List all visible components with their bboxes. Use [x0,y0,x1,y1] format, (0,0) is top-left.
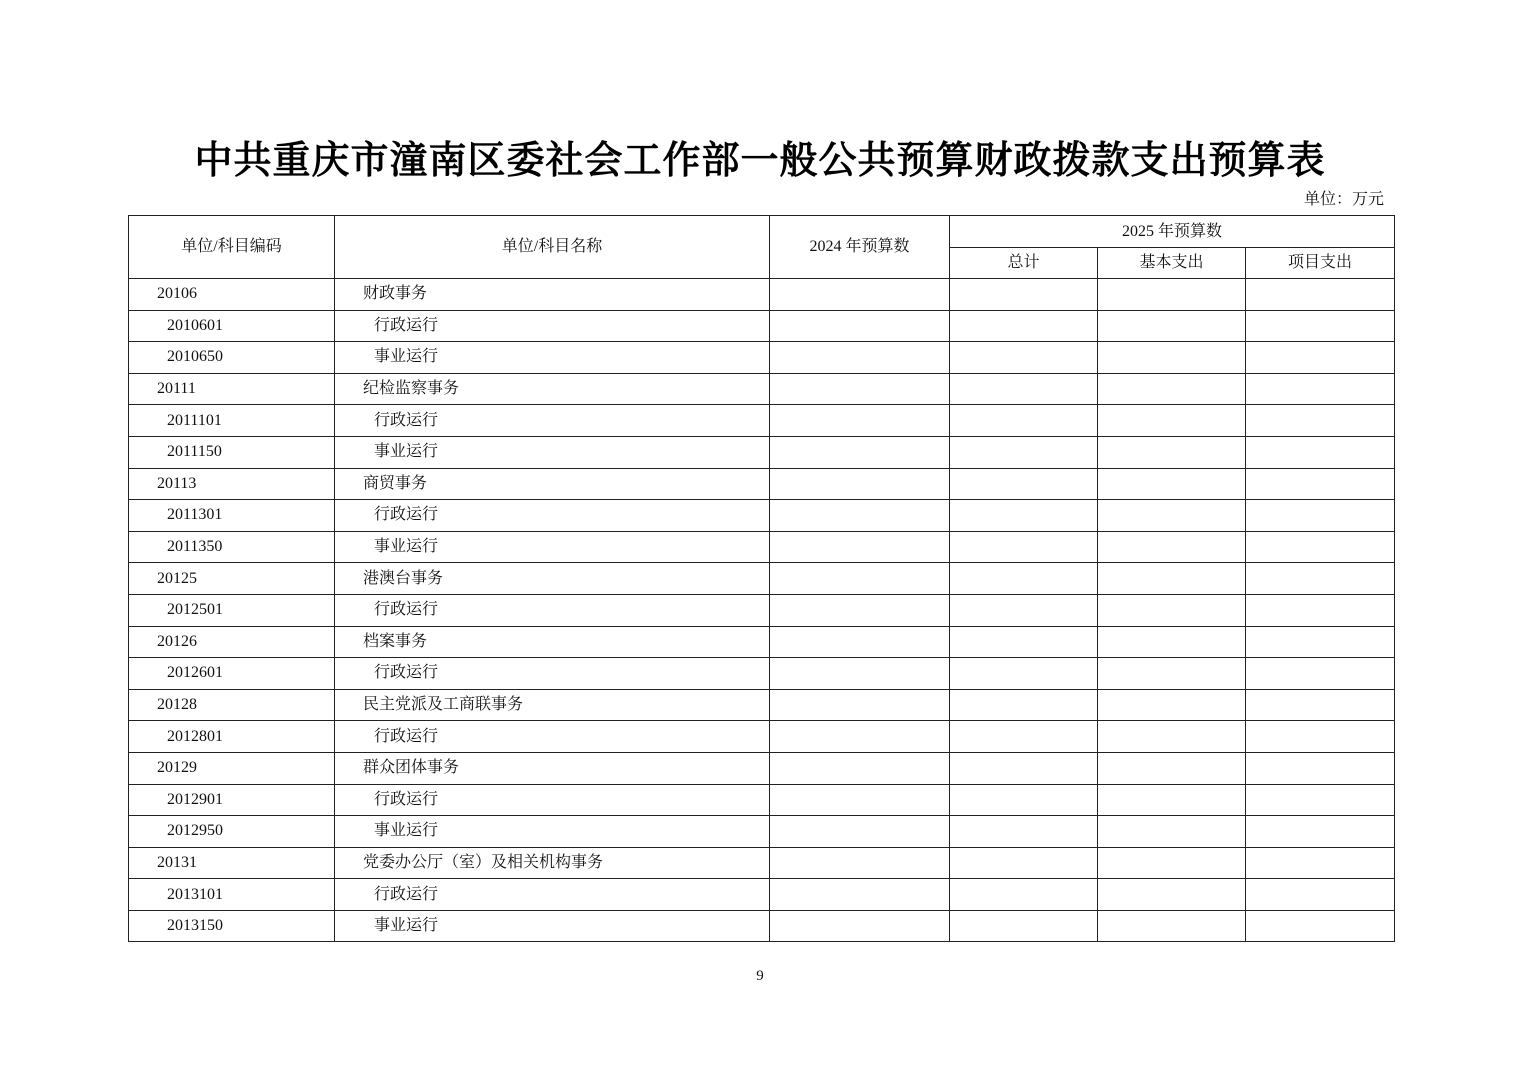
table-row [129,594,1395,626]
cell-project [1246,342,1395,374]
cell-name: 行政运行 [335,721,770,753]
cell-project [1246,784,1395,816]
cell-name: 事业运行 [335,816,770,848]
cell-basic [1098,373,1246,405]
table-row [129,436,1395,468]
cell-name: 行政运行 [335,500,770,532]
table-body [129,279,1395,942]
cell-budget-2024 [770,342,950,374]
header-name: 单位/科目名称 [335,216,770,279]
cell-budget-2024 [770,689,950,721]
table-row [129,468,1395,500]
cell-name: 财政事务 [335,279,770,311]
cell-basic [1098,342,1246,374]
cell-project [1246,436,1395,468]
table-row [129,373,1395,405]
cell-name: 纪检监察事务 [335,373,770,405]
cell-total [950,658,1098,690]
table-row [129,279,1395,311]
cell-total [950,531,1098,563]
cell-total [950,626,1098,658]
table-row [129,784,1395,816]
cell-basic [1098,752,1246,784]
cell-code: 20126 [129,626,335,658]
cell-basic [1098,468,1246,500]
unit-label: 单位：万元 [1303,191,1384,208]
cell-code: 2011150 [129,436,335,468]
cell-budget-2024 [770,468,950,500]
cell-name: 港澳台事务 [335,563,770,595]
cell-total [950,563,1098,595]
table-row [129,531,1395,563]
header-budget-2024: 2024 年预算数 [770,216,950,279]
cell-basic [1098,310,1246,342]
cell-project [1246,879,1395,911]
cell-project [1246,373,1395,405]
cell-project [1246,594,1395,626]
cell-basic [1098,784,1246,816]
cell-budget-2024 [770,594,950,626]
cell-name: 行政运行 [335,784,770,816]
cell-name: 民主党派及工商联事务 [335,689,770,721]
table-row [129,310,1395,342]
cell-basic [1098,531,1246,563]
cell-basic [1098,279,1246,311]
cell-project [1246,721,1395,753]
cell-project [1246,563,1395,595]
cell-project [1246,468,1395,500]
cell-total [950,594,1098,626]
cell-basic [1098,879,1246,911]
header-total: 总计 [950,248,1098,279]
cell-basic [1098,847,1246,879]
header-project: 项目支出 [1246,248,1395,279]
cell-basic [1098,563,1246,595]
cell-code: 20128 [129,689,335,721]
cell-project [1246,531,1395,563]
cell-code: 2010601 [129,310,335,342]
table-row [129,689,1395,721]
cell-total [950,468,1098,500]
budget-table [128,215,1395,942]
cell-total [950,816,1098,848]
cell-budget-2024 [770,279,950,311]
cell-basic [1098,689,1246,721]
page-title: 中共重庆市潼南区委社会工作部一般公共预算财政拨款支出预算表 [194,137,1326,182]
cell-code: 2011101 [129,405,335,437]
cell-total [950,910,1098,942]
cell-code: 2011350 [129,531,335,563]
cell-name: 行政运行 [335,658,770,690]
cell-code: 2012601 [129,658,335,690]
cell-basic [1098,910,1246,942]
table-row [129,563,1395,595]
cell-budget-2024 [770,310,950,342]
cell-code: 2010650 [129,342,335,374]
table-row [129,658,1395,690]
cell-project [1246,658,1395,690]
cell-total [950,847,1098,879]
cell-total [950,436,1098,468]
cell-total [950,342,1098,374]
table-row [129,500,1395,532]
cell-name: 行政运行 [335,405,770,437]
cell-total [950,279,1098,311]
cell-code: 2012950 [129,816,335,848]
cell-budget-2024 [770,752,950,784]
cell-basic [1098,500,1246,532]
cell-name: 事业运行 [335,531,770,563]
table-row [129,847,1395,879]
cell-name: 档案事务 [335,626,770,658]
table-row [129,405,1395,437]
cell-code: 2012801 [129,721,335,753]
cell-budget-2024 [770,847,950,879]
table-row [129,721,1395,753]
cell-name: 群众团体事务 [335,752,770,784]
cell-code: 2012501 [129,594,335,626]
cell-basic [1098,721,1246,753]
cell-code: 2012901 [129,784,335,816]
cell-total [950,752,1098,784]
cell-name: 商贸事务 [335,468,770,500]
cell-code: 20113 [129,468,335,500]
cell-total [950,879,1098,911]
cell-total [950,689,1098,721]
cell-basic [1098,594,1246,626]
cell-project [1246,500,1395,532]
cell-code: 20111 [129,373,335,405]
cell-budget-2024 [770,658,950,690]
cell-project [1246,752,1395,784]
table-row [129,752,1395,784]
header-budget-2025: 2025 年预算数 [950,216,1395,248]
table-row [129,342,1395,374]
cell-budget-2024 [770,910,950,942]
table-row [129,816,1395,848]
cell-budget-2024 [770,879,950,911]
cell-code: 20129 [129,752,335,784]
cell-budget-2024 [770,626,950,658]
cell-name: 行政运行 [335,879,770,911]
cell-name: 党委办公厅（室）及相关机构事务 [335,847,770,879]
cell-project [1246,689,1395,721]
cell-budget-2024 [770,816,950,848]
cell-name: 行政运行 [335,310,770,342]
cell-code: 20131 [129,847,335,879]
header-code: 单位/科目编码 [129,216,335,279]
cell-budget-2024 [770,373,950,405]
cell-code: 2013101 [129,879,335,911]
cell-total [950,500,1098,532]
cell-name: 事业运行 [335,342,770,374]
cell-project [1246,816,1395,848]
cell-project [1246,910,1395,942]
table-row [129,879,1395,911]
cell-name: 行政运行 [335,594,770,626]
cell-name: 事业运行 [335,910,770,942]
cell-total [950,310,1098,342]
cell-budget-2024 [770,563,950,595]
cell-total [950,784,1098,816]
cell-code: 2011301 [129,500,335,532]
cell-budget-2024 [770,405,950,437]
cell-budget-2024 [770,721,950,753]
cell-basic [1098,436,1246,468]
cell-total [950,373,1098,405]
page-number: 9 [756,968,764,984]
cell-budget-2024 [770,531,950,563]
cell-project [1246,626,1395,658]
table-row [129,910,1395,942]
cell-project [1246,405,1395,437]
cell-code: 2013150 [129,910,335,942]
cell-project [1246,310,1395,342]
cell-total [950,721,1098,753]
header-basic: 基本支出 [1098,248,1246,279]
cell-budget-2024 [770,784,950,816]
cell-budget-2024 [770,436,950,468]
table-row [129,626,1395,658]
cell-name: 事业运行 [335,436,770,468]
cell-code: 20106 [129,279,335,311]
cell-project [1246,279,1395,311]
cell-basic [1098,658,1246,690]
cell-basic [1098,816,1246,848]
cell-basic [1098,626,1246,658]
cell-code: 20125 [129,563,335,595]
cell-project [1246,847,1395,879]
cell-basic [1098,405,1246,437]
cell-total [950,405,1098,437]
cell-budget-2024 [770,500,950,532]
